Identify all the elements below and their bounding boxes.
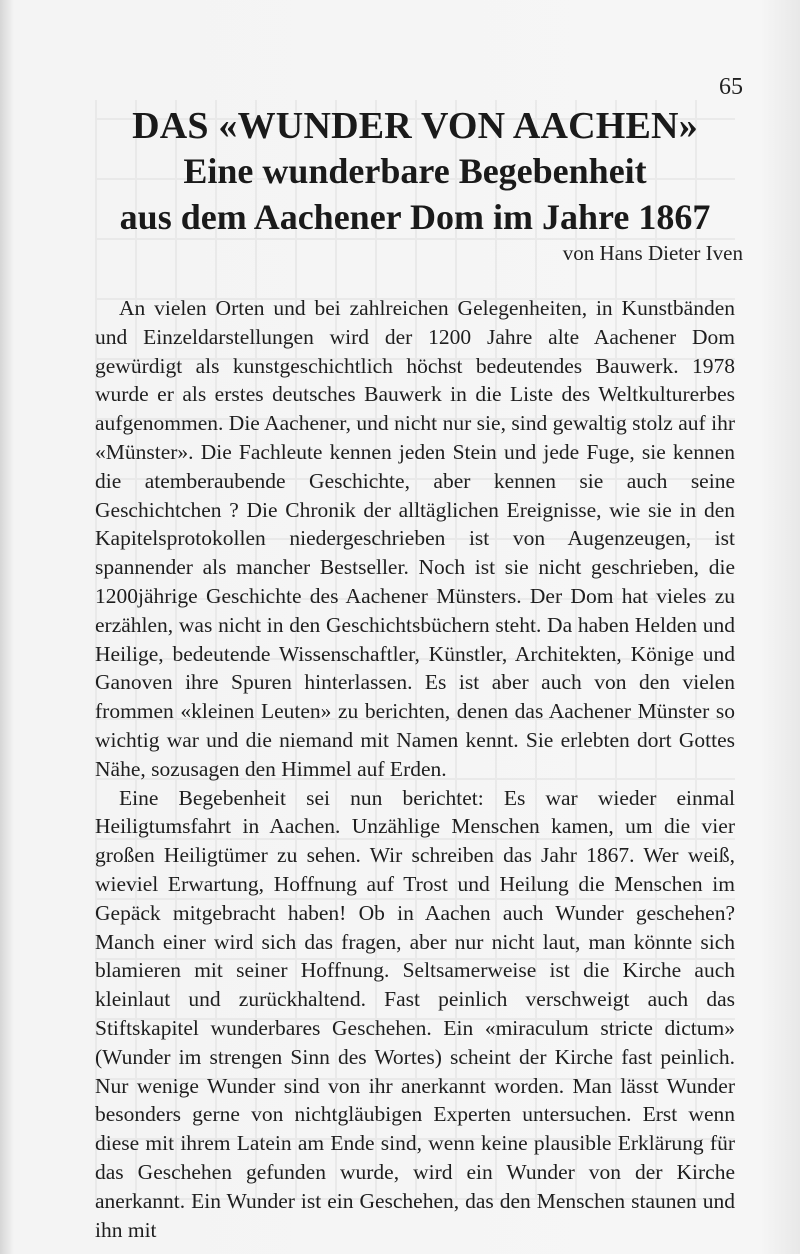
article-body: [95, 294, 735, 1244]
paragraph-1: An vielen Orten und bei zahlreichen Gelegenheiten, in Kunstbänden und Einzeldarstellungen wird der 1200 Jahre alte Aachener Dom gewürdigt als kunstgeschichtlich höchst bedeutendes Bauwerk. 1978 wurde er als erstes deutsches Bauwerk in die Liste des Weltkulturerbes aufgenommen. Die Aachener, und nicht nur sie, sind gewaltig stolz auf ihr «Münster». Die Fachleute kennen jeden Stein und jede Fuge, sie kennen die atemberaubende Geschichte, aber kennen sie auch seine Geschichtchen ? Die Chronik der alltäglichen Ereignisse, wie sie in den Kapitelsprotokollen niedergeschrieben ist von Augenzeugen, ist spannender als mancher Bestseller. Noch ist sie nicht geschrieben, die 1200jährige Geschichte des Aachener Münsters. Der Dom hat vieles zu erzählen, was nicht in den Geschichtsbüchern steht. Da haben Helden und Heilige, bedeutende Wissenschaftler, Künstler, Architekten, Könige und Ganoven ihre Spuren hinterlassen. Es ist aber auch von den vielen frommen «kleinen Leuten» zu berichten, denen das Aachener Münster so wichtig war und die niemand mit Namen kennt. Sie erlebten dort Gottes Nähe, sozusagen den Himmel auf Erden.: [95, 296, 735, 781]
page-number: 65: [719, 74, 743, 100]
title-line-3: aus dem Aachener Dom im Jahre 1867: [119, 197, 711, 237]
title-line-2: Eine wunderbare Begebenheit: [183, 151, 647, 191]
title-line-1: DAS «WUNDER VON AACHEN»: [132, 105, 698, 147]
author-byline: von Hans Dieter Iven: [562, 241, 743, 265]
paragraph-2: Eine Begebenheit sei nun berichtet: Es war wieder einmal Heiligtumsfahrt in Aachen. Unzählige Menschen kamen, um die vier großen Heiligtümer zu sehen. Wir schreiben das Jahr 1867. Wer weiß, wieviel Erwartung, Hoffnung auf Trost und Heilung die Menschen im Gepäck mitgebracht haben! Ob in Aachen auch Wunder geschehen? Manch einer wird sich das fragen, aber nur nicht laut, man könnte sich blamieren mit seiner Hoffnung. Seltsamerweise ist die Kirche auch kleinlaut und zurückhaltend. Fast peinlich verschweigt auch das Stiftskapitel wunderbares Geschehen. Ein «miraculum stricte dictum» (Wunder im strengen Sinn des Wortes) scheint der Kirche fast peinlich. Nur wenige Wunder sind von ihr anerkannt worden. Man lässt Wunder besonders gerne von nichtgläubigen Experten untersuchen. Erst wenn diese mit ihrem Latein am Ende sind, wenn keine plausible Erklärung für das Geschehen gefunden wurde, wird ein Wunder von der Kirche anerkannt. Ein Wunder ist ein Geschehen, das den Menschen staunen und ihn mit: [95, 785, 735, 1242]
